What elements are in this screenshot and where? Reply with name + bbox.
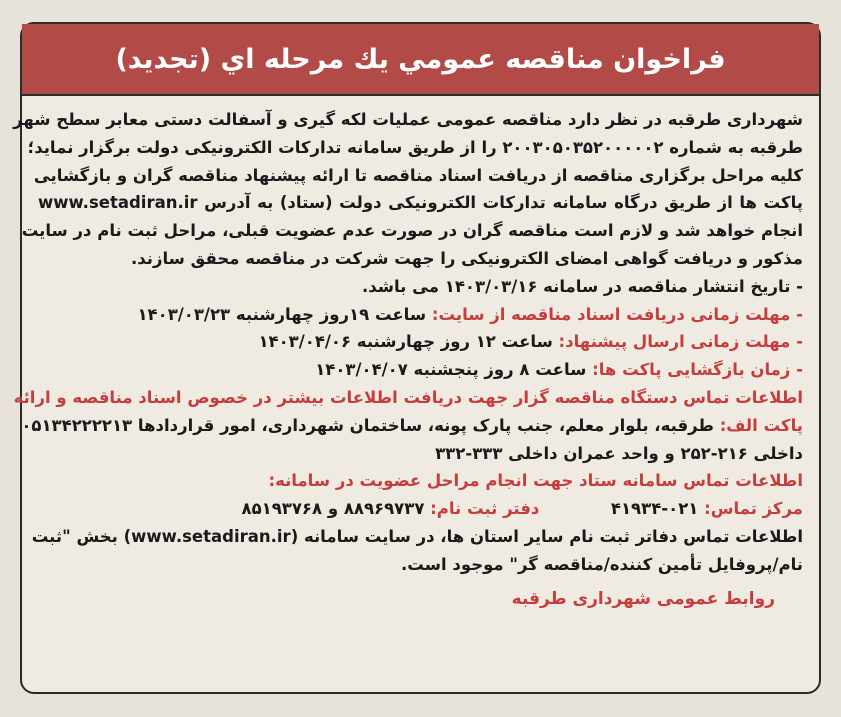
notice-body bbox=[13, 106, 804, 609]
deadline-documents bbox=[38, 301, 803, 329]
setad-heading: اطلاعات تماس سامانه ستاد جهت انجام مراحل عضویت در سامانه: bbox=[268, 471, 803, 491]
contact-center-number: ۰۲۱-۴۱۹۳۴ bbox=[610, 499, 699, 519]
packet-address-line bbox=[21, 412, 803, 440]
deadline-documents-value: ساعت ۱۹روز چهارشنبه ۱۴۰۳/۰۳/۲۳ bbox=[137, 304, 427, 324]
opening-time-value: ساعت ۸ روز پنجشنبه ۱۴۰۳/۰۴/۰۷ bbox=[315, 360, 587, 380]
deadline-documents-label: - مهلت زمانی دریافت اسناد مناقصه از سایت: bbox=[431, 304, 803, 324]
other-provinces-line-2: نام/پروفایل تأمین کننده/مناقصه گر" موجود است. bbox=[401, 554, 803, 574]
intro-line-3: کلیه مراحل برگزاری مناقصه از دریافت اسناد مناقصه تا ارائه پیشنهاد مناقصه گران و بازگشایی bbox=[33, 165, 803, 185]
opening-time-label: - زمان بازگشایی پاکت ها: bbox=[592, 360, 803, 380]
contact-heading: اطلاعات تماس دستگاه مناقصه گزار جهت دریافت اطلاعات بیشتر در خصوص اسناد مناقصه و ارائه bbox=[13, 387, 803, 407]
intro-line-1: شهرداری طرقبه در نظر دارد مناقصه عمومی عملیات لکه گیری و آسفالت دستی معابر سطح شهر bbox=[13, 110, 803, 129]
signature: روابط عمومی شهرداری طرقبه bbox=[511, 588, 775, 609]
notice-frame bbox=[13, 22, 821, 694]
other-provinces-suffix: بخش "ثبت bbox=[31, 526, 118, 546]
website-link-2: www.setadiran.ir bbox=[131, 526, 291, 546]
extensions-line: داخلی ۲۱۶-۲۵۲ و واحد عمران داخلی ۳۳۳-۳۳۲ bbox=[435, 443, 803, 463]
deadline-proposal-value: ساعت ۱۲ روز چهارشنبه ۱۴۰۳/۰۴/۰۶ bbox=[258, 332, 553, 352]
deadline-proposal bbox=[38, 328, 803, 356]
notice-title: فراخوان مناقصه عمومي يك مرحله اي (تجديد) bbox=[115, 43, 726, 75]
website-link-paren[interactable]: (www.setadiran.ir) bbox=[123, 526, 299, 546]
website-link[interactable]: www.setadiran.ir bbox=[38, 193, 198, 213]
other-provinces-text: اطلاعات تماس دفاتر ثبت نام سایر استان ها، در سایت سامانه bbox=[303, 526, 803, 546]
publish-date: - تاریخ انتشار مناقصه در سامانه ۱۴۰۳/۰۳/۱۶ می باشد. bbox=[361, 276, 803, 296]
packet-address: طرقبه، بلوار معلم، جنب پارک پونه، ساختمان شهرداری، امور قراردادها ۰۵۱۳۴۲۲۲۲۱۳ bbox=[21, 415, 714, 435]
notice-header bbox=[22, 24, 819, 96]
contact-center-label: مرکز تماس: bbox=[704, 499, 803, 519]
packet-label: پاکت الف: bbox=[719, 415, 803, 435]
opening-time bbox=[38, 356, 803, 384]
other-provinces-line bbox=[31, 523, 803, 551]
registry-office-numbers: ۸۸۹۶۹۷۳۷ و ۸۵۱۹۳۷۶۸ bbox=[241, 499, 425, 519]
intro-line-2: طرقبه به شماره ۲۰۰۳۰۵۰۳۵۲۰۰۰۰۰۲ را از طریق سامانه تدارکات الکترونیکی دولت برگزار نماید؛ bbox=[27, 137, 803, 157]
intro-line-6: مذکور و دریافت گواهی امضای الکترونیکی را جهت شرکت در مناقصه محقق سازند. bbox=[130, 248, 803, 268]
contact-numbers-line bbox=[38, 495, 803, 523]
intro-line-5: انجام خواهد شد و لازم است مناقصه گران در صورت عدم عضویت قبلی، مراحل ثبت نام در سایت bbox=[21, 221, 803, 241]
registry-office-label: دفتر ثبت نام: bbox=[430, 499, 540, 519]
deadline-proposal-label: - مهلت زمانی ارسال پیشنهاد: bbox=[558, 332, 803, 352]
intro-line-4 bbox=[38, 189, 803, 217]
intro-line-4-text: پاکت ها از طریق درگاه سامانه تدارکات الکترونیکی دولت (ستاد) به آدرس bbox=[204, 193, 804, 213]
